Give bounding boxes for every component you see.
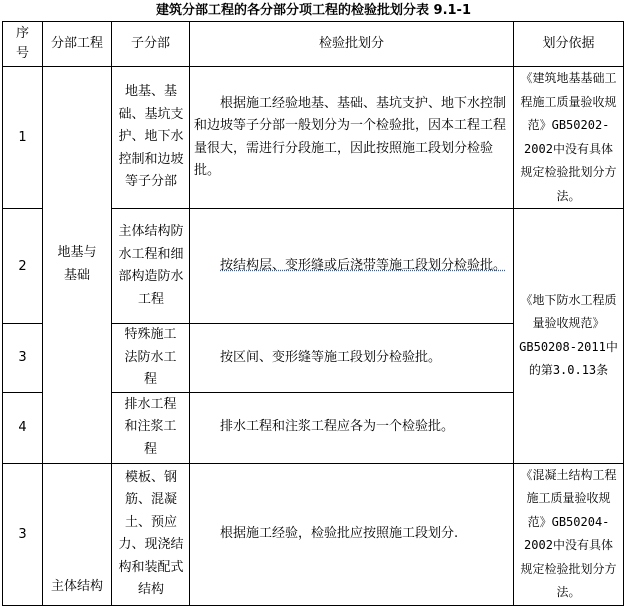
row-number: 3 [3,324,43,393]
header-plan: 检验批划分 [190,22,514,67]
table-row [3,463,624,605]
header-no: 序号 [3,22,43,67]
division-cell: 地基与基础 [43,67,112,464]
plan-cell: 排水工程和注浆工程应各为一个检验批。 [190,392,514,463]
row-number: 1 [3,67,43,209]
basis-cell: 《建筑地基基础工程施工质量验收规范》GB50202-2002中没有具体规定检验批划分方法。 [514,67,624,209]
subdivision-cell: 排水工程和注浆工程 [112,392,190,463]
table-row [3,67,624,209]
header-row [3,22,624,67]
header-basis: 划分依据 [514,22,624,67]
plan-cell: 按结构层、变形缝或后浇带等施工段划分检验批。 [190,209,514,324]
header-subdivision: 子分部 [112,22,190,67]
row-number: 4 [3,392,43,463]
row-number: 3 [3,463,43,605]
subdivision-cell: 主体结构防水工程和细部构造防水工程 [112,209,190,324]
basis-cell: 《混凝土结构工程施工质量验收规范》GB50204-2002中没有具体规定检验批划分方法。 [514,463,624,605]
subdivision-cell: 特殊施工法防水工程 [112,324,190,393]
division-cell: 主体结构 [43,463,112,605]
table-title: 建筑分部工程的各分部分项工程的检验批划分表 9.1-1 [156,3,471,18]
plan-cell: 根据施工经验，检验批应按照施工段划分. [190,463,514,605]
subdivision-cell: 模板、钢筋、混凝土、预应力、现浇结构和装配式结构 [112,463,190,605]
basis-cell: 《地下防水工程质量验收规范》GB50208-2011中的第3.0.13条 [514,209,624,464]
plan-cell: 根据施工经验地基、基础、基坑支护、地下水控制和边坡等子分部一般划分为一个检验批，因本工程工程量很大，需进行分段施工，因此按照施工段划分检验批。 [190,67,514,209]
plan-cell: 按区间、变形缝等施工段划分检验批。 [190,324,514,393]
row-number: 2 [3,209,43,324]
subdivision-cell: 地基、基础、基坑支护、地下水控制和边坡等子分部 [112,67,190,209]
inspection-batch-table [2,21,624,606]
header-division: 分部工程 [43,22,112,67]
